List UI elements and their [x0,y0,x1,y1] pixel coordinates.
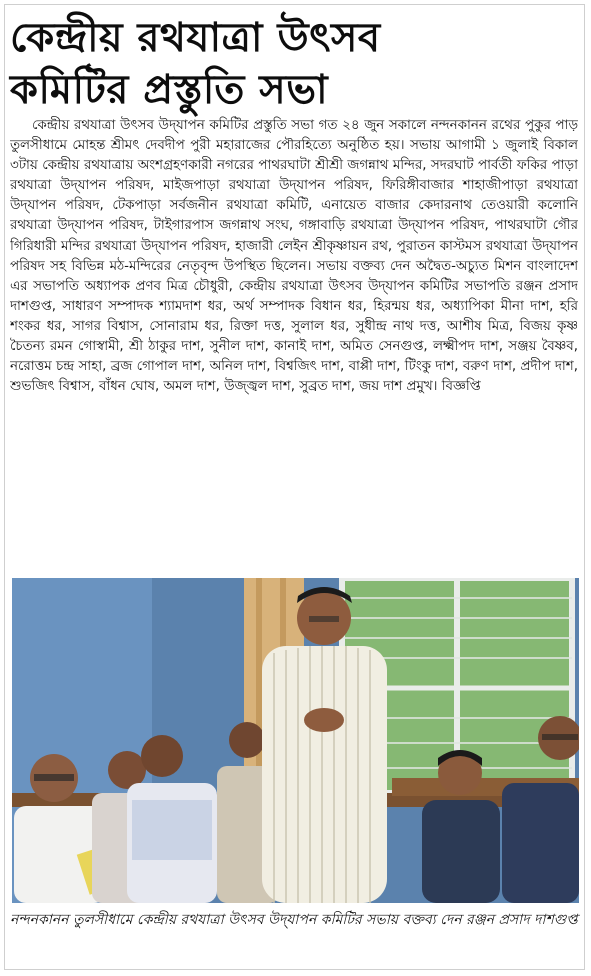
article-body: কেন্দ্রীয় রথযাত্রা উৎসব উদ্‌যাপন কমিটির প্রস্তুতি সভা গত ২৪ জুন সকালে নন্দনকানন রথের পুকুর পাড় তুলসীধামে মোহন্ত শ্রীমৎ দেবদীপ পুরী মহারাজের পৌরহিত্যে অনুষ্ঠিত হয়। সভায় আগামী ১ জুলাই বিকাল ৩টায় কেন্দ্রীয় রথযাত্রায় অংশগ্রহণকারী নগরের পাথরঘাটা শ্রীশ্রী জগন্নাথ মন্দির, সদরঘাট পার্বতী ফকির পাড়া রথযাত্রা উদ্‌যাপন পরিষদ, মাইজপাড়া রথযাত্রা উদ্‌যাপন পরিষদ, ফিরিঙ্গীবাজার শাহাজীপাড়া রথযাত্রা উদ্‌যাপন পরিষদ, টেকপাড়া সর্বজনীন রথযাত্রা কমিটি, এনায়েত বাজার কেদারনাথ তেওয়ারী কলোনি রথযাত্রা উদ্‌যাপন পরিষদ, টাইগারপাস জগন্নাথ সংঘ, গঙ্গাবাড়ি রথযাত্রা উদ্‌যাপন পরিষদ, পাথরঘাটা গৌর গিরিধারী মন্দির রথযাত্রা উদ্‌যাপন পরিষদ, হাজারী লেইন শ্রীকৃষ্ণায়ন রথ, পুরাতন কাস্টমস রথযাত্রা উদ্‌যাপন পরিষদ সহ বিভিন্ন মঠ-মন্দিরের নেতৃবৃন্দ উপস্থিত ছিলেন। সভায় বক্তব্য দেন অদ্বৈত-অচ্যুত মিশন বাংলাদেশ এর সভাপতি অধ্যাপক প্রণব মিত্র চৌধুরী, কেন্দ্রীয় রথযাত্রা উৎসব উদ্‌যাপন কমিটির সভাপতি রঞ্জন প্রসাদ দাশগুপ্ত, সাধারণ সম্পাদক শ্যামদাশ ধর, অর্থ সম্পাদক বিধান ধর, হিরন্ময় ধর, অধ্যাপিকা মীনা দাশ, হরি শংকর ধর, সাগর বিশ্বাস, সোনারাম ধর, রিক্তা দত্ত, সুলাল ধর, সুধীন্দ্র নাথ দত্ত, আশীষ মিত্র, বিজয় কৃষ্ণ চৈতন্য রমন গোস্বামী, শ্রী ঠাকুর দাশ, সুনীল দাশ, কানাই দাশ, অমিত সেনগুপ্ত, লক্ষ্মীপদ দাশ, সঞ্জয় বৈষ্ণব, নরোত্তম চন্দ্র সাহা, ব্রজ গোপাল দাশ, অনিল দাশ, বিশ্বজিৎ দাশ, বাপ্পী দাশ, টিংকু দাশ, বরুণ দাশ, প্রদীপ দাশ, শুভজিৎ বিশ্বাস, বাঁধন ঘোষ, অমল দাশ, উজ্জ্বল দাশ, সুব্রত দাশ, জয় দাশ প্রমুখ। বিজ্ঞপ্তি [10,118,578,395]
headline-line-2: কমিটির প্রস্তুতি সভা [10,67,329,113]
meeting-photo [12,578,579,903]
meeting-photo-illustration [12,578,579,903]
article-headline [10,12,580,116]
headline-line-1: কেন্দ্রীয় রথযাত্রা উৎসব [10,15,381,61]
photo-caption: নন্দনকানন তুলসীধামে কেন্দ্রীয় রথযাত্রা উৎসব উদ্‌যাপন কমিটির সভায় বক্তব্য দেন রঞ্জন প্রসাদ দাশগুপ্ত [10,912,578,928]
